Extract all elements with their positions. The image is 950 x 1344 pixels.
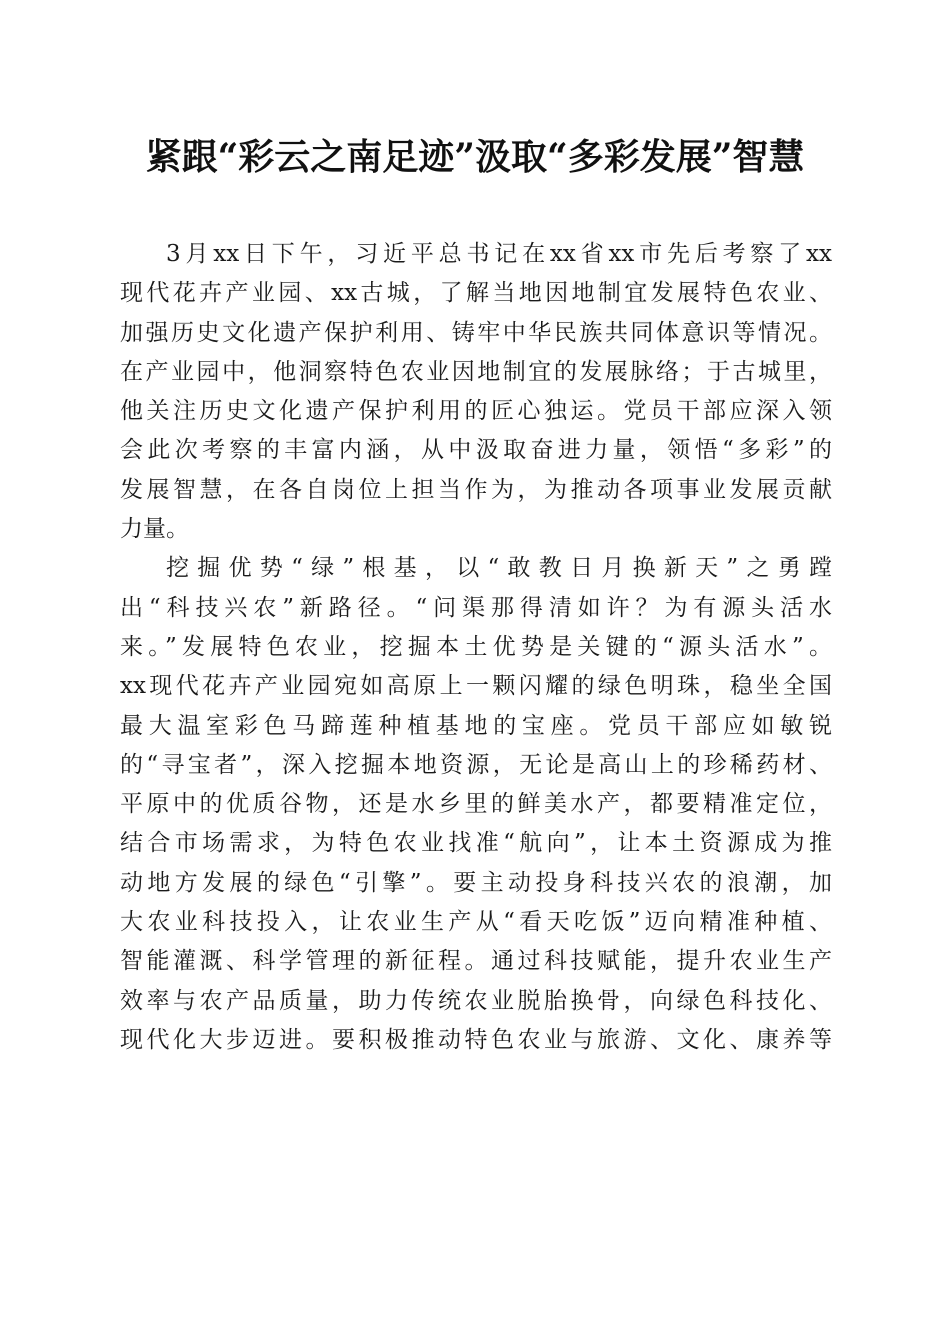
text-line: 智能灌溉、科学管理的新征程。通过科技赋能，提升农业生产: [120, 948, 832, 975]
text-line: 结合市场需求，为特色农业找准“航向”，让本土资源成为推: [120, 830, 832, 857]
page-title: 紧跟“彩云之南足迹”汲取“多彩发展”智慧: [145, 136, 805, 178]
text-line: 会此次考察的丰富内涵，从中汲取奋进力量，领悟“多彩”的: [120, 437, 832, 464]
text-line: xx现代花卉产业园宛如高原上一颗闪耀的绿色明珠，稳坐全国: [120, 673, 832, 700]
text-line: 加强历史文化遗产保护利用、铸牢中华民族共同体意识等情况。: [120, 319, 832, 346]
text-line: 现代化大步迈进。要积极推动特色农业与旅游、文化、康养等: [120, 1026, 832, 1053]
article-body: [120, 235, 832, 1060]
text-line: 效率与农产品质量，助力传统农业脱胎换骨，向绿色科技化、: [120, 987, 832, 1014]
text-line: 他关注历史文化遗产保护利用的匠心独运。党员干部应深入领: [120, 398, 832, 425]
text-line: 的“寻宝者”，深入挖掘本地资源，无论是高山上的珍稀药材、: [120, 751, 832, 778]
text-line: 大农业科技投入，让农业生产从“看天吃饭”迈向精准种植、: [120, 909, 832, 936]
text-line: 出“科技兴农”新路径。“问渠那得清如许？为有源头活水: [120, 594, 832, 621]
text-line: 动地方发展的绿色“引擎”。要主动投身科技兴农的浪潮，加: [120, 869, 832, 896]
paragraph-1: [120, 235, 832, 549]
text-line: 在产业园中，他洞察特色农业因地制宜的发展脉络；于古城里，: [120, 358, 832, 385]
text-line: 3月xx日下午，习近平总书记在xx省xx市先后考察了xx: [166, 241, 832, 267]
text-line: 来。”发展特色农业，挖掘本土优势是关键的“源头活水”。: [120, 633, 832, 660]
text-line: 最大温室彩色马蹄莲种植基地的宝座。党员干部应如敏锐: [120, 712, 832, 739]
text-line: 挖掘优势“绿”根基，以“敢教日月换新天”之勇蹚: [166, 555, 832, 582]
text-line: 力量。: [120, 516, 189, 543]
text-line: 平原中的优质谷物，还是水乡里的鲜美水产，都要精准定位，: [120, 791, 832, 818]
paragraph-2: [120, 549, 832, 1060]
text-line: 现代花卉产业园、xx古城，了解当地因地制宜发展特色农业、: [120, 280, 832, 307]
text-line: 发展智慧，在各自岗位上担当作为，为推动各项事业发展贡献: [120, 476, 832, 503]
